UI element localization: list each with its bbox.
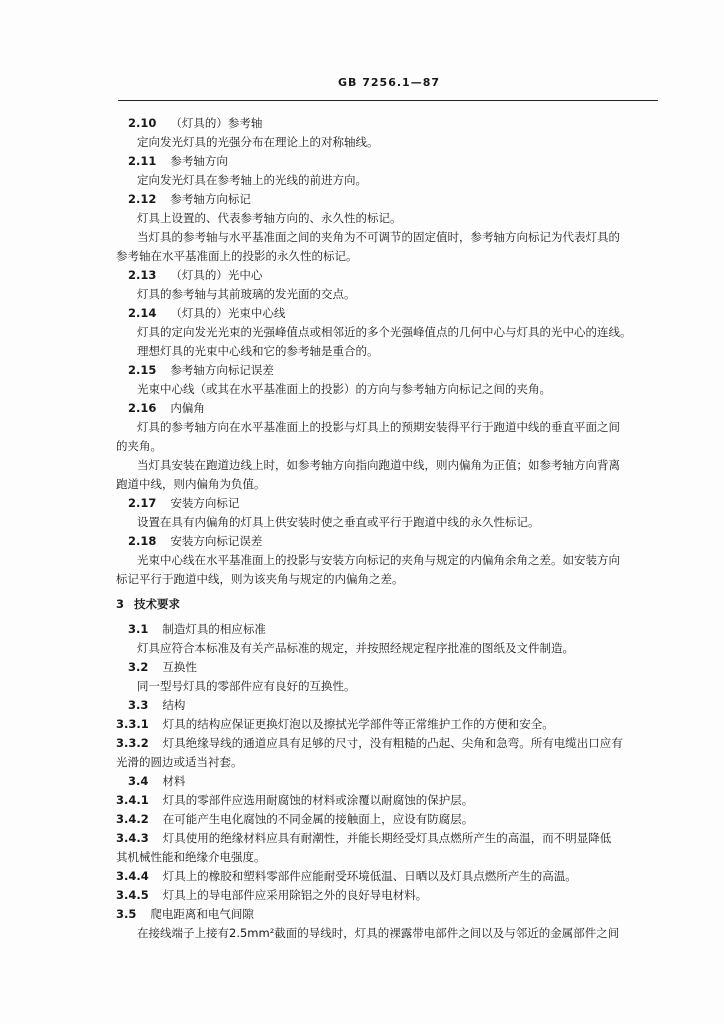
paragraph-line (116, 572, 404, 586)
paragraph-line (137, 515, 540, 529)
paragraph-line (116, 717, 554, 731)
paragraph-line (116, 249, 358, 263)
clause-text: （灯具的）参考轴 (170, 116, 263, 130)
clause-text: 光束中心线（或其在水平基准面上的投影）的方向与参考轴方向标记之间的夹角。 (137, 382, 551, 396)
paragraph-line (137, 641, 574, 655)
clause-text: 灯具应符合本标准及有关产品标准的规定，并按照经规定程序批准的图纸及文件制造。 (137, 641, 574, 655)
paragraph-line (137, 458, 620, 472)
clause-text: 参考轴在水平基准面上的投影的永久性的标记。 (116, 249, 358, 263)
clause-number: 2.17 (128, 496, 157, 510)
clause-text: 灯具的定向发光光束的光强峰值点或相邻近的多个光强峰值点的几何中心与灯具的光中心的连线。 (137, 325, 632, 339)
clause-text: 定向发光灯具的光强分布在理论上的对称轴线。 (137, 135, 379, 149)
clause-heading (128, 116, 262, 130)
clause-number: 3.3.2 (116, 736, 149, 750)
clause-text: 内偏角 (170, 401, 205, 415)
paragraph-line (137, 679, 356, 693)
clause-text: 灯具使用的绝缘材料应具有耐潮性，并能长期经受灯具点燃所产生的高温，而不明显降低 (162, 831, 612, 845)
clause-heading (128, 698, 185, 712)
paragraph-line (137, 926, 619, 940)
paragraph-line (116, 831, 611, 845)
clause-text: 标记平行于跑道中线，则为该夹角与规定的内偏角之差。 (116, 572, 404, 586)
clause-text: 灯具绝缘导线的通道应具有足够的尺寸，没有粗糙的凸起、尖角和急弯。所有电缆出口应有 (162, 736, 623, 750)
clause-number: 3.4.3 (116, 831, 149, 845)
header-rule (118, 100, 658, 101)
clause-number: 3.1 (128, 622, 149, 636)
clause-text: 爬电距离和电气间隙 (150, 907, 254, 921)
clause-text: （灯具的）光束中心线 (170, 306, 286, 320)
paragraph-line (116, 736, 623, 750)
paragraph-line (137, 553, 620, 567)
clause-text: 在接线端子上接有2.5mm²截面的导线时，灯具的裸露带电部件之间以及与邻近的金属部件之间 (137, 926, 620, 940)
paragraph-line (116, 888, 427, 902)
clause-number: 3.2 (128, 660, 149, 674)
clause-heading (128, 622, 266, 636)
clause-heading (128, 660, 197, 674)
clause-text: 当灯具的参考轴与水平基准面之间的夹角为不可调节的固定值时，参考轴方向标记为代表灯具的 (137, 230, 620, 244)
clause-number: 3 (116, 597, 125, 611)
clause-text: 理想灯具的光束中心线和它的参考轴是重合的。 (137, 344, 379, 358)
clause-text: 其机械性能和绝缘介电强度。 (116, 850, 266, 864)
clause-number: 2.16 (128, 401, 157, 415)
clause-text: 灯具的零部件应选用耐腐蚀的材料或涂覆以耐腐蚀的保护层。 (162, 793, 474, 807)
clause-heading (128, 496, 239, 510)
clause-text: 光束中心线在水平基准面上的投影与安装方向标记的夹角与规定的内偏角余角之差。如安装方向 (137, 553, 620, 567)
paragraph-line (116, 869, 577, 883)
clause-number: 3.3 (128, 698, 149, 712)
clause-number: 2.12 (128, 192, 157, 206)
clause-heading (128, 192, 251, 206)
clause-text: 灯具的参考轴与其前玻璃的发光面的交点。 (137, 287, 356, 301)
paragraph-line (116, 439, 162, 453)
clause-text: 制造灯具的相应标准 (162, 622, 266, 636)
clause-number: 2.14 (128, 306, 157, 320)
clause-text: 跑道中线，则内偏角为负值。 (116, 477, 266, 491)
paragraph-line (137, 287, 356, 301)
clause-heading (128, 363, 274, 377)
clause-heading (116, 907, 254, 921)
clause-text: 参考轴方向标记误差 (170, 363, 274, 377)
clause-text: 设置在具有内偏角的灯具上供安装时使之垂直或平行于跑道中线的永久性标记。 (137, 515, 540, 529)
paragraph-line (137, 325, 632, 339)
clause-heading (128, 306, 285, 320)
clause-text: 灯具的结构应保证更换灯泡以及擦拭光学部件等正常维护工作的方便和安全。 (162, 717, 554, 731)
clause-number: 3.4.4 (116, 869, 149, 883)
clause-number: 3.4 (128, 774, 149, 788)
clause-number: 2.15 (128, 363, 157, 377)
paragraph-line (137, 173, 367, 187)
clause-text: 参考轴方向标记 (170, 192, 251, 206)
clause-text: 灯具上设置的、代表参考轴方向的、永久性的标记。 (137, 211, 402, 225)
clause-text: 在可能产生电化腐蚀的不同金属的接触面上，应设有防腐层。 (162, 812, 474, 826)
clause-number: 3.4.5 (116, 888, 149, 902)
clause-number: 3.4.1 (116, 793, 149, 807)
clause-number: 3.3.1 (116, 717, 149, 731)
paragraph-line (137, 230, 620, 244)
clause-text: 安装方向标记误差 (170, 534, 263, 548)
paragraph-line (116, 812, 473, 826)
clause-text: 材料 (162, 774, 186, 788)
clause-number: 2.18 (128, 534, 157, 548)
paragraph-line (137, 211, 402, 225)
clause-text: 定向发光灯具在参考轴上的光线的前进方向。 (137, 173, 367, 187)
clause-text: 灯具的参考轴方向在水平基准面上的投影与灯具上的预期安装得平行于跑道中线的垂直平面之间 (137, 420, 620, 434)
paragraph-line (116, 850, 266, 864)
clause-text: 互换性 (162, 660, 197, 674)
clause-text: 的夹角。 (116, 439, 162, 453)
clause-text: 结构 (162, 698, 186, 712)
clause-text: 同一型号灯具的零部件应有良好的互换性。 (137, 679, 356, 693)
clause-text: 灯具上的导电部件应采用除铝之外的良好导电材料。 (162, 888, 428, 902)
clause-heading (128, 774, 185, 788)
clause-number: 2.13 (128, 268, 157, 282)
paragraph-line (137, 344, 379, 358)
clause-heading (128, 154, 228, 168)
clause-heading (128, 268, 262, 282)
clause-number: 3.4.2 (116, 812, 149, 826)
standard-number-header: GB 7256.1—87 (338, 76, 440, 89)
paragraph-line (116, 793, 473, 807)
clause-text: 当灯具安装在跑道边线上时，如参考轴方向指向跑道中线，则内偏角为正值；如参考轴方向背离 (137, 458, 620, 472)
clause-number: 2.10 (128, 116, 157, 130)
paragraph-line (116, 755, 243, 769)
clause-heading (128, 534, 262, 548)
paragraph-line (137, 135, 379, 149)
clause-text: （灯具的）光中心 (170, 268, 263, 282)
paragraph-line (116, 477, 266, 491)
clause-text: 安装方向标记 (170, 496, 240, 510)
clause-number: 3.5 (116, 907, 137, 921)
paragraph-line (137, 382, 551, 396)
clause-text: 参考轴方向 (170, 154, 228, 168)
clause-text: 光滑的圆边或适当衬套。 (116, 755, 243, 769)
clause-heading (116, 597, 180, 611)
clause-text: 技术要求 (134, 597, 181, 611)
paragraph-line (137, 420, 620, 434)
clause-text: 灯具上的橡胶和塑料零部件应能耐受环境低温、日晒以及灯具点燃所产生的高温。 (162, 869, 577, 883)
clause-number: 2.11 (128, 154, 157, 168)
clause-heading (128, 401, 205, 415)
